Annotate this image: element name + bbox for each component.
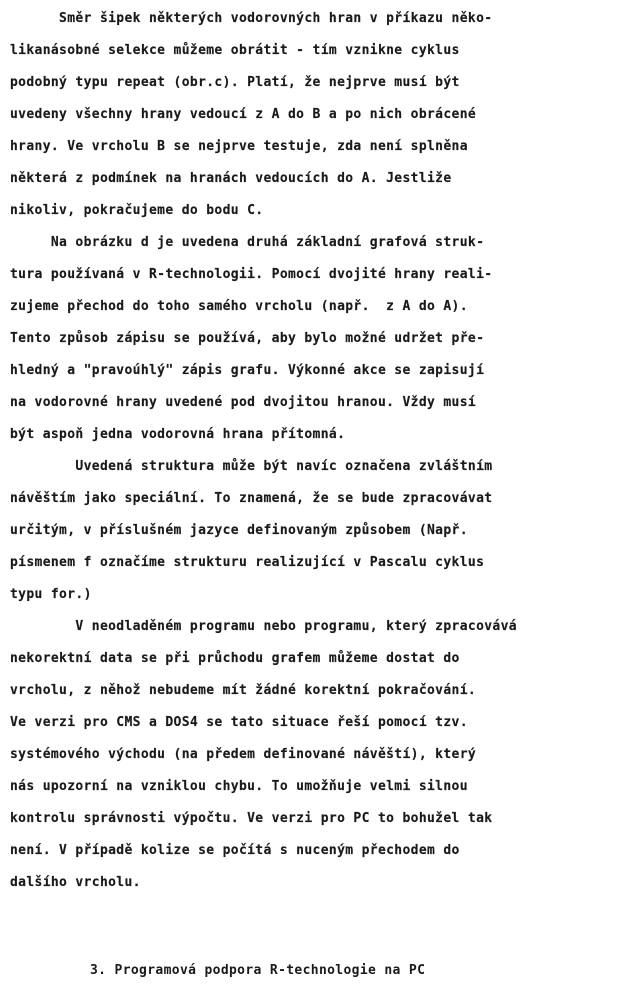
text-line: hrany. Ve vrcholu B se nejprve testuje, zda není splněna <box>10 139 468 154</box>
text-line: vrcholu, z něhož nebudeme mít žádné korektní pokračování. <box>10 683 477 698</box>
text-line: nekorektní data se při průchodu grafem můžeme dostat do <box>10 651 460 666</box>
text-line: zujeme přechod do toho samého vrcholu (např. z A do A). <box>10 299 468 314</box>
text-line: systémového východu (na předem definované návěští), který <box>10 747 477 762</box>
text-line: uvedeny všechny hrany vedoucí z A do B a po nich obrácené <box>10 107 477 122</box>
text-line: nikoliv, pokračujeme do bodu C. <box>10 203 264 218</box>
text-line: tura používaná v R-technologii. Pomocí dvojité hrany reali- <box>10 267 493 282</box>
text-line: Směr šipek některých vodorovných hran v příkazu něko- <box>10 11 493 26</box>
section-heading: 3. Programová podpora R-technologie na PC <box>90 963 426 978</box>
text-line: některá z podmínek na hranách vedoucích do A. Jestliže <box>10 171 452 186</box>
text-line: písmenem f označíme strukturu realizující v Pascalu cyklus <box>10 555 485 570</box>
text-line: Tento způsob zápisu se používá, aby bylo možné udržet pře- <box>10 331 485 346</box>
text-line: Na obrázku d je uvedena druhá základní grafová struk- <box>10 235 485 250</box>
text-line: typu for.) <box>10 587 92 602</box>
text-line: podobný typu repeat (obr.c). Platí, že nejprve musí být <box>10 75 460 90</box>
text-line: na vodorovné hrany uvedené pod dvojitou hranou. Vždy musí <box>10 395 477 410</box>
text-line: určitým, v příslušném jazyce definovaným způsobem (Např. <box>10 523 468 538</box>
text-line: Ve verzi pro CMS a DOS4 se tato situace řeší pomocí tzv. <box>10 715 468 730</box>
text-line: V neodladěném programu nebo programu, který zpracovává <box>10 619 517 634</box>
text-line: likanásobné selekce můžeme obrátit - tím vznikne cyklus <box>10 43 460 58</box>
text-line: Uvedená struktura může být navíc označena zvláštním <box>10 459 493 474</box>
text-line: není. V případě kolize se počítá s nuceným přechodem do <box>10 843 460 858</box>
text-line: hledný a "pravoúhlý" zápis grafu. Výkonné akce se zapisují <box>10 363 485 378</box>
text-line: nás upozorní na vzniklou chybu. To umožňuje velmi silnou <box>10 779 468 794</box>
text-line: návěštím jako speciální. To znamená, že se bude zpracovávat <box>10 491 493 506</box>
text-line: dalšího vrcholu. <box>10 875 141 890</box>
text-line: kontrolu správnosti výpočtu. Ve verzi pro PC to bohužel tak <box>10 811 493 826</box>
text-line: být aspoň jedna vodorovná hrana přítomná. <box>10 427 346 442</box>
